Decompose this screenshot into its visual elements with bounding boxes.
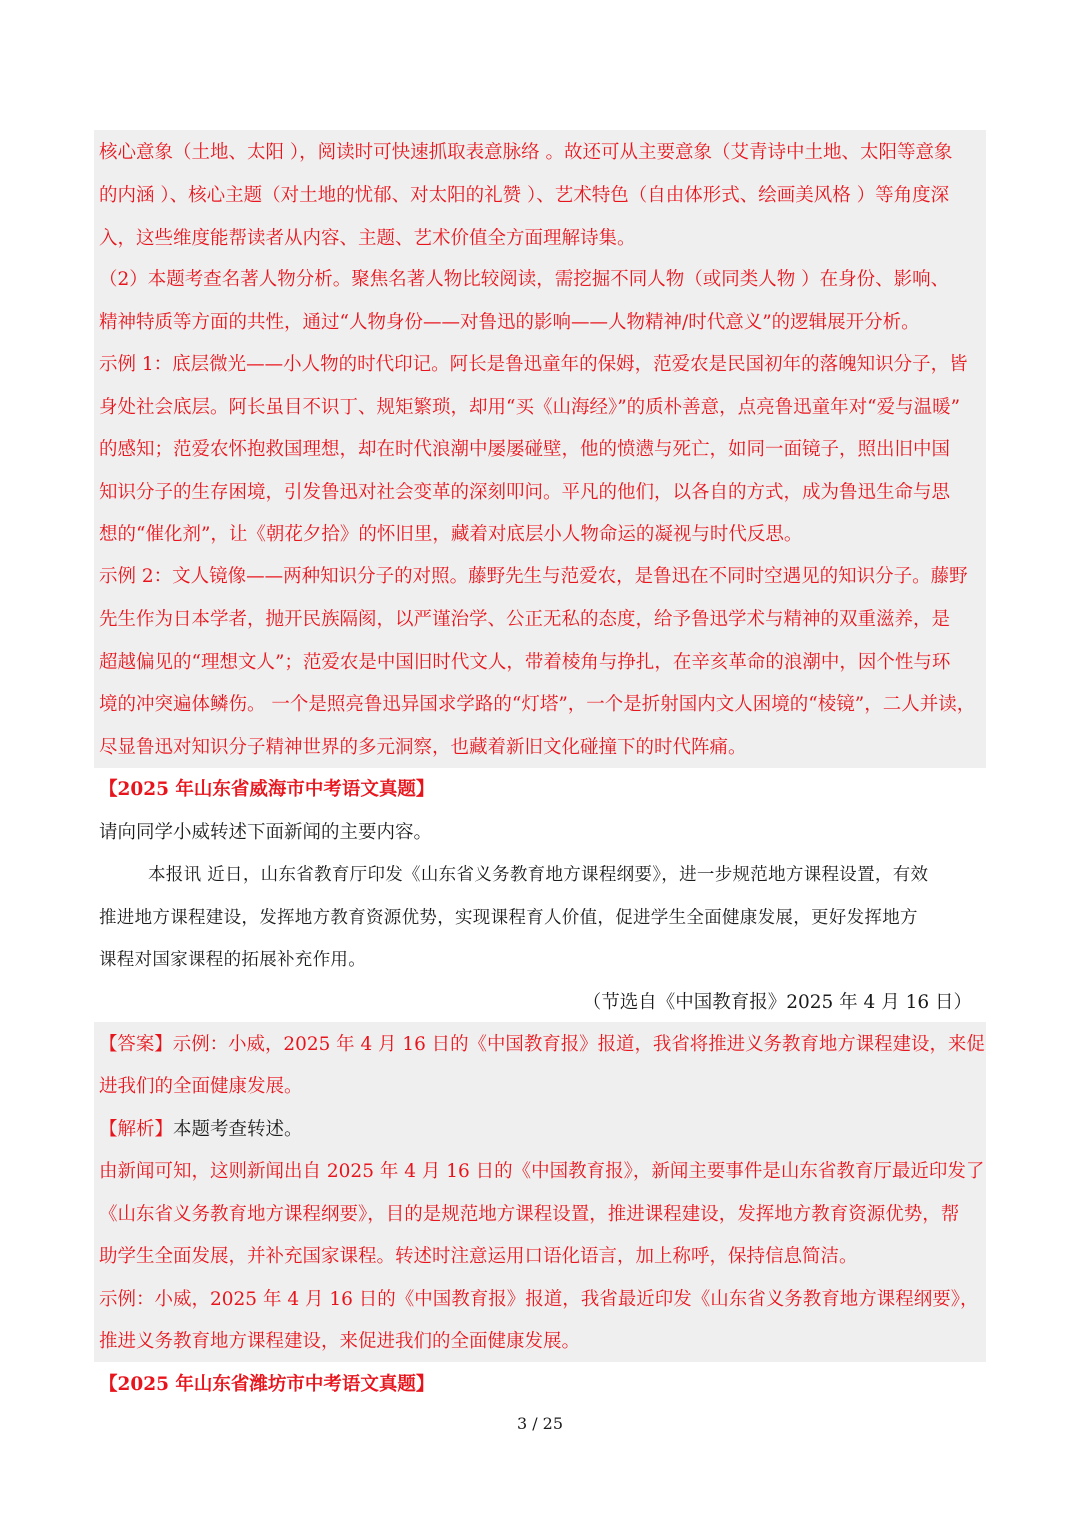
analysis-label: 【解析】 [99,1119,174,1140]
news-source: （节选自《中国教育报》2025 年 4 月 16 日） [582,992,972,1013]
question-heading: 【2025 年山东省潍坊市中考语文真题】 [99,1374,435,1395]
page-number: 3 / 25 [516,1414,564,1433]
block1-line: 入，这些维度能帮读者从内容、主题、艺术价值全方面理解诗集。 [99,228,636,249]
answer-text: 示例：小威，2025 年 4 月 16 日的《中国教育报》报道，我省将推进义务教育地方课程建设，来促 [172,1034,985,1055]
block1-line: 示例 2：文人镜像——两种知识分子的对照。藤野先生与范爱农，是鲁迅在不同时空遇见的知识分子。藤野 [99,566,968,587]
block1-line: 境的冲突遍体鳞伤。 一个是照亮鲁迅异国求学路的“灯塔”，一个是折射国内文人困境的“棱镜”，二人并读， [99,694,976,715]
block1-line: 想的“催化剂”，让《朝花夕拾》的怀旧里，藏着对底层小人物命运的凝视与时代反思。 [99,524,803,545]
analysis-line: 推进义务教育地方课程建设，来促进我们的全面健康发展。 [99,1331,581,1352]
question-prompt: 请向同学小威转述下面新闻的主要内容。 [99,822,433,843]
block1-line: 精神特质等方面的共性，通过“人物身份——对鲁迅的影响——人物精神/时代意义”的逻辑展开分析。 [99,312,920,333]
analysis-text: 本题考查转述。 [173,1119,303,1140]
block1-line: 的内涵 ）、核心主题（对土地的忧郁、对太阳的礼赞 ）、艺术特色（自由体形式、绘画美风格 ）等角度深 [99,185,950,206]
block1-line: 核心意象（土地、太阳 ），阅读时可快速抓取表意脉络 。故还可从主要意象（艾青诗中土地、太阳等意象 [99,142,953,163]
analysis-line: 助学生全面发展，并补充国家课程。转述时注意运用口语化语言，加上称呼，保持信息简洁。 [99,1246,858,1267]
block1-line: 超越偏见的“理想文人”；范爱农是中国旧时代文人，带着棱角与挣扎，在辛亥革命的浪潮中，因个性与环 [99,652,951,673]
answer-line: 进我们的全面健康发展。 [99,1076,303,1097]
answer-line [99,1032,985,1058]
block1-line: 身处社会底层。阿长虽目不识丁、规矩繁琐，却用“买《山海经》”的质朴善意，点亮鲁迅童年对“爱与温暖” [99,397,961,418]
analysis-line: 《山东省义务教育地方课程纲要》，目的是规范地方课程设置，推进课程建设，发挥地方教育资源优势，帮 [99,1204,960,1225]
analysis-line: 示例：小威，2025 年 4 月 16 日的《中国教育报》报道，我省最近印发《山东省义务教育地方课程纲要》， [99,1289,979,1310]
news-line: 本报讯 近日，山东省教育厅印发《山东省义务教育地方课程纲要》，进一步规范地方课程设置，有效 [148,865,929,885]
block1-line: 先生作为日本学者，抛开民族隔阂，以严谨治学、公正无私的态度，给予鲁迅学术与精神的双重滋养，是 [99,609,951,630]
block1-line: 尽显鲁迅对知识分子精神世界的多元洞察，也藏着新旧文化碰撞下的时代阵痛。 [99,737,747,758]
analysis-line: 由新闻可知，这则新闻出自 2025 年 4 月 16 日的《中国教育报》，新闻主要事件是山东省教育厅最近印发了 [99,1161,985,1182]
block1-line: 的感知；范爱农怀抱救国理想，却在时代浪潮中屡屡碰壁，他的愤懑与死亡，如同一面镜子，照出旧中国 [99,439,951,460]
block1-line: 示例 1：底层微光——小人物的时代印记。阿长是鲁迅童年的保姆，范爱农是民国初年的落魄知识分子，皆 [99,354,968,375]
news-line: 课程对国家课程的拓展补充作用。 [99,950,366,970]
block1-line: 知识分子的生存困境，引发鲁迅对社会变革的深刻叩问。平凡的他们，以各自的方式，成为鲁迅生命与思 [99,482,951,503]
answer-label: 【答案】 [99,1034,173,1055]
block1-line: （2）本题考查名著人物分析。聚焦名著人物比较阅读，需挖掘不同人物（或同类人物 ）在身份、影响、 [99,269,950,290]
analysis-line [99,1117,303,1143]
question-heading: 【2025 年山东省威海市中考语文真题】 [99,779,435,800]
news-line: 推进地方课程建设，发挥地方教育资源优势，实现课程育人价值，促进学生全面健康发展，更好发挥地方 [99,908,918,928]
